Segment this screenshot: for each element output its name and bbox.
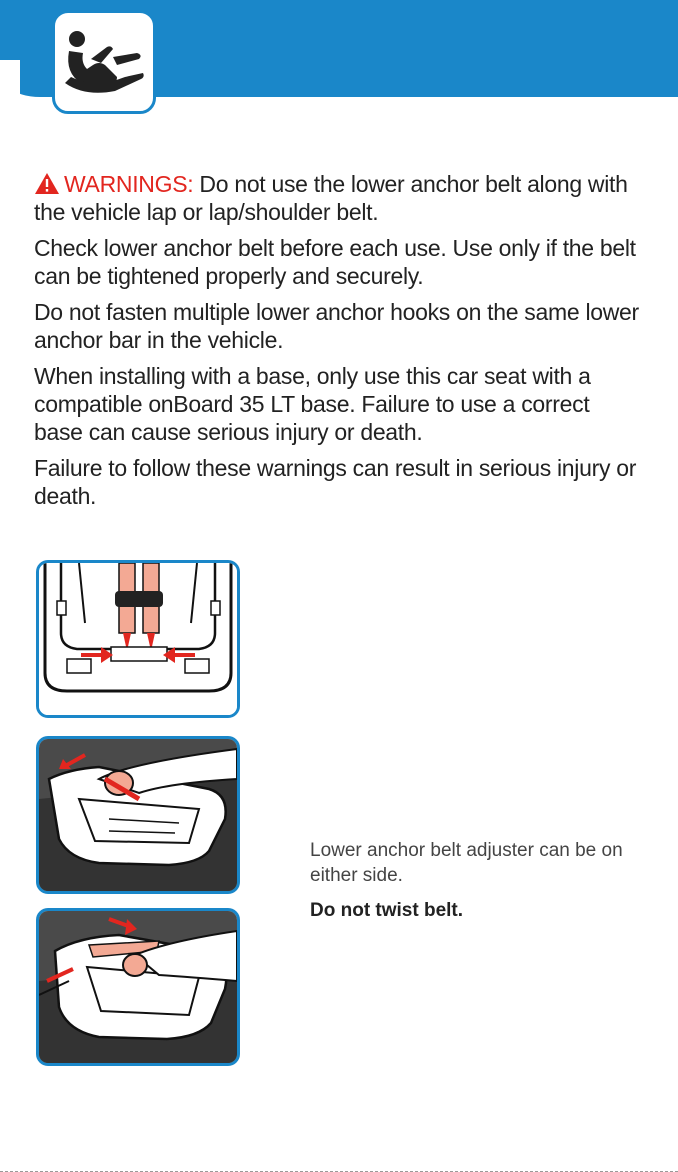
- warning-triangle-icon: [34, 172, 60, 195]
- warnings-section: [34, 170, 644, 518]
- figure-base-top-view: [36, 560, 240, 718]
- warning-paragraph-4: When installing with a base, only use this car seat with a compatible onBoard 35 LT base. Failure to use a correct base can cause serious injury or death.: [34, 363, 591, 445]
- warnings-label: WARNINGS:: [64, 171, 194, 197]
- warning-paragraph-5: Failure to follow these warnings can result in serious injury or death.: [34, 455, 637, 509]
- install-notes: [310, 838, 640, 933]
- adjuster-note: Lower anchor belt adjuster can be on either side.: [310, 840, 623, 886]
- header-banner: [0, 0, 678, 100]
- figure-pull-belt: [36, 736, 240, 894]
- warning-paragraph-2: Check lower anchor belt before each use. Use only if the belt can be tightened properly and securely.: [34, 235, 636, 289]
- car-seat-icon: [52, 10, 156, 114]
- twist-note: Do not twist belt.: [310, 900, 464, 921]
- warning-paragraph-3: Do not fasten multiple lower anchor hooks on the same lower anchor bar in the vehicle.: [34, 299, 639, 353]
- warning-paragraph-1: [34, 170, 644, 226]
- figure-tighten-belt: [36, 908, 240, 1066]
- warning-text-1: Do not use the lower anchor belt along with the vehicle lap or lap/shoulder belt.: [34, 171, 628, 225]
